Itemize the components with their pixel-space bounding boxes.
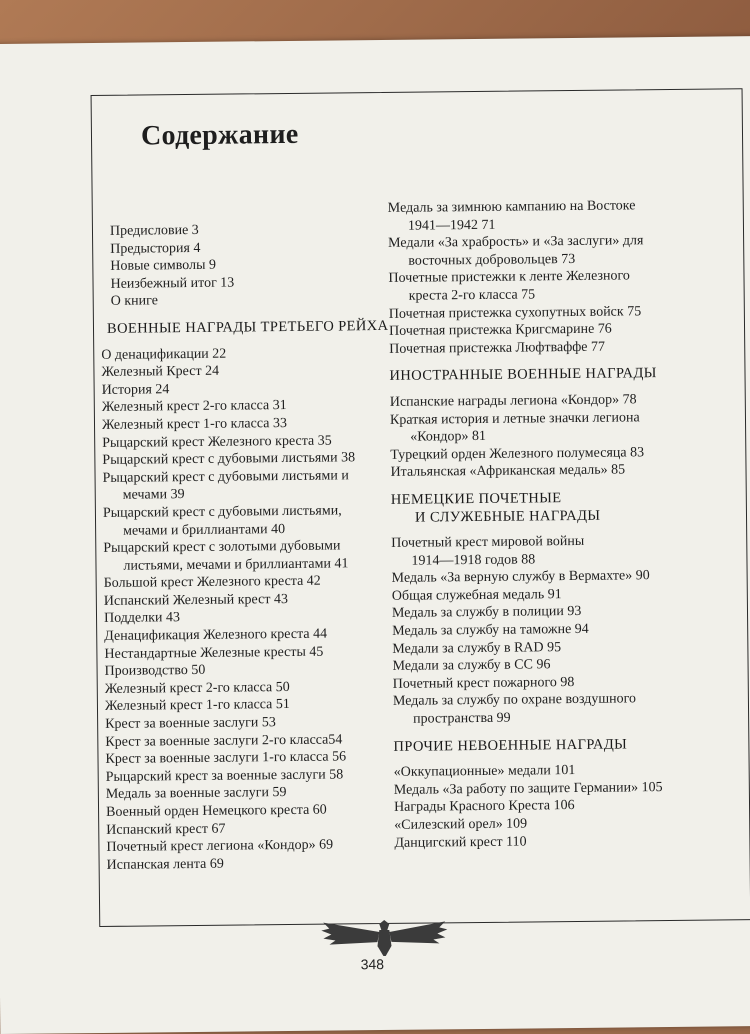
toc-entry-line: Почетный крест мировой войны (391, 533, 585, 552)
toc-entry: Большой крест Железного креста 42 (103, 573, 321, 592)
toc-entry: Почетная пристежка Люфтваффе 77 (389, 339, 606, 357)
toc-entry-continuation: 1941—1942 71 (407, 217, 496, 234)
eastern-list (388, 196, 730, 358)
toc-entry: Почетная пристежка Кригсмарине 76 (388, 321, 612, 340)
page-title: Содержание (140, 118, 299, 152)
toc-entry-continuation: «Кондор» 81 (410, 429, 487, 445)
toc-entry: Подделки 43 (103, 610, 181, 627)
toc-entry: Почетный крест легиона «Кондор» 69 (106, 837, 334, 856)
toc-entry: Медаль за службу на таможне 94 (392, 621, 589, 639)
toc-entry: Железный Крест 24 (101, 363, 220, 381)
toc-entry: Железный крест 2-го класса 31 (101, 398, 287, 416)
toc-entry: Военный орден Немецкого креста 60 (105, 802, 327, 820)
toc-entry: Неизбежный итог 13 (110, 275, 235, 292)
toc-entry: Рыцарский крест Железного креста 35 (102, 433, 332, 451)
toc-entry: Железный крест 1-го класса 51 (104, 697, 290, 715)
toc-entry: Предисловие 3 (109, 222, 199, 239)
toc-entry: Почетная пристежка сухопутных войск 75 (388, 303, 642, 322)
toc-entry: Рыцарский крест с дубовыми листьями 38 (102, 450, 356, 469)
toc-entry: Испанская лента 69 (106, 856, 224, 873)
toc-entry: Крест за военные заслуги 1-го класса 56 (105, 749, 347, 768)
toc-entry-line: Почетные пристежки к ленте Железного (388, 268, 630, 287)
toc-entry: Нестандартные Железные кресты 45 (104, 644, 324, 662)
military-list (101, 343, 397, 874)
toc-entry: Медаль «За верную службу в Вермахте» 90 (391, 568, 650, 587)
toc-entry: Крест за военные заслуги 2-го класса54 (105, 732, 343, 750)
toc-entry (388, 196, 728, 235)
section-heading-military: ВОЕННЫЕ НАГРАДЫ ТРЕТЬЕГО РЕЙХА (106, 317, 389, 337)
toc-entry (388, 267, 728, 306)
foreign-list (390, 390, 731, 482)
section-heading-line: И СЛУЖЕБНЫЕ НАГРАДЫ (414, 507, 601, 526)
toc-entry-continuation: восточных добровольцев 73 (408, 251, 576, 269)
toc-entry: Новые символы 9 (110, 257, 217, 275)
toc-entry: Турецкий орден Железного полумесяца 83 (390, 444, 645, 463)
toc-entry: Предыстория 4 (110, 240, 201, 257)
toc-entry: Испанский Железный крест 43 (103, 591, 288, 609)
toc-entry: Испанский крест 67 (106, 821, 226, 838)
toc-entry: История 24 (101, 381, 170, 398)
toc-entry (391, 531, 731, 570)
toc-entry-line: Рыцарский крест с дубовыми листьями и (102, 468, 349, 486)
toc-entry-line: Рыцарский крест с дубовыми листьями, (102, 503, 342, 521)
other-list (394, 761, 735, 853)
toc-entry-continuation: мечами 39 (122, 487, 185, 504)
german-list (391, 531, 733, 728)
toc-entry: Крест за военные заслуги 53 (105, 715, 276, 732)
toc-entry-continuation: 1914—1918 годов 88 (411, 552, 536, 569)
toc-entry: Почетный крест пожарного 98 (392, 674, 575, 692)
toc-entry: «Оккупационные» медали 101 (393, 763, 576, 781)
toc-entry (393, 690, 733, 729)
toc-entry: Итальянская «Африканская медаль» 85 (390, 462, 626, 481)
toc-entry: Медаль за службу в полиции 93 (391, 604, 582, 622)
toc-entry-line: Медаль за службу по охране воздушного (392, 691, 637, 710)
toc-entry: Медали за службу в СС 96 (392, 657, 551, 675)
toc-entry: Награды Красного Креста 106 (393, 798, 575, 816)
toc-entry (388, 232, 728, 271)
toc-entry (103, 502, 393, 540)
toc-entry: Общая служебная медаль 91 (391, 587, 562, 604)
toc-entry: Медаль за военные заслуги 59 (105, 785, 287, 803)
toc-entry: О денацификации 22 (101, 346, 227, 363)
section-heading-german (391, 488, 731, 527)
toc-entry-continuation: пространства 99 (413, 710, 511, 727)
toc-entry (103, 537, 393, 575)
toc-entry-continuation: креста 2-го класса 75 (408, 287, 536, 304)
toc-entry-continuation: листьями, мечами и бриллиантами 41 (123, 556, 349, 574)
toc-entry: Испанские награды легиона «Кондор» 78 (389, 392, 637, 410)
section-heading-other: ПРОЧИЕ НЕВОЕННЫЕ НАГРАДЫ (393, 736, 628, 755)
toc-entry (102, 467, 392, 505)
toc-entry: Денацификация Железного креста 44 (104, 626, 328, 644)
toc-entry: Производство 50 (104, 663, 206, 680)
section-heading-foreign: ИНОСТРАННЫЕ ВОЕННЫЕ НАГРАДЫ (389, 365, 657, 385)
toc-entry: Медаль «За работу по защите Германии» 105 (393, 779, 663, 798)
toc-entry: «Силезский орел» 109 (394, 816, 528, 833)
toc-left-column (100, 220, 397, 874)
toc-right-column (388, 196, 735, 852)
toc-entry: Железный крест 1-го класса 33 (101, 415, 287, 433)
toc-entry-continuation: мечами и бриллиантами 40 (123, 521, 286, 539)
book-page (0, 36, 750, 1034)
toc-entry-line: Рыцарский крест с золотыми дубовыми (103, 538, 341, 557)
section-heading-line: НЕМЕЦКИЕ ПОЧЕТНЫЕ (390, 490, 562, 508)
toc-entry-line: Медаль за зимнюю кампанию на Востоке (387, 198, 636, 216)
toc-entry-line: Краткая история и летные значки легиона (389, 409, 640, 428)
toc-entry: Медали за службу в RAD 95 (392, 639, 562, 657)
eagle-emblem-icon (319, 911, 450, 962)
toc-entry: Рыцарский крест за военные заслуги 58 (105, 767, 344, 785)
toc-entry: О книге (110, 293, 158, 310)
intro-list (100, 220, 391, 311)
toc-entry-line: Медали «За храбрость» и «За заслуги» для (388, 233, 644, 252)
toc-entry (390, 408, 730, 447)
page-number: 348 (358, 956, 388, 972)
toc-entry: Данцигский крест 110 (394, 834, 527, 851)
toc-entry: Железный крест 2-го класса 50 (104, 679, 290, 697)
